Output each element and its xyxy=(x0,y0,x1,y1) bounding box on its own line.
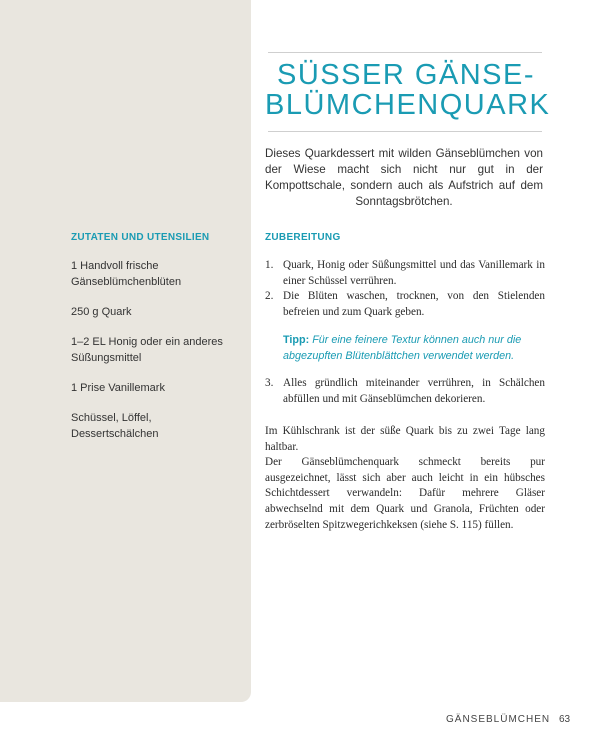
step-text: Die Blüten waschen, trocknen, von den Stielenden befreien und zum Quark geben. xyxy=(283,290,545,318)
ingredient-item: 1–2 EL Honig oder ein anderes Süßungsmittel xyxy=(71,336,223,364)
step-number: 1. xyxy=(265,259,274,271)
page-number: 63 xyxy=(559,714,571,725)
preparation-step xyxy=(265,258,545,289)
title-rule-bottom xyxy=(268,131,542,132)
tip-label: Tipp: xyxy=(283,334,310,346)
recipe-title-line-2: BLÜMCHENQUARK xyxy=(265,89,551,121)
tip-box xyxy=(283,332,545,364)
ingredients-heading: ZUTATEN UND UTENSILIEN xyxy=(71,232,210,243)
preparation-heading: ZUBEREITUNG xyxy=(265,232,341,243)
step-text: Alles gründlich miteinander verrühren, in Schälchen abfüllen und mit Gänseblümchen dekorieren. xyxy=(283,377,545,405)
closing-notes xyxy=(265,424,545,533)
preparation-step xyxy=(265,289,545,320)
preparation-steps xyxy=(265,258,545,407)
recipe-intro: Dieses Quarkdessert mit wilden Gänseblümchen von der Wiese macht sich nicht nur gut in der Kompottschale, sondern auch als Aufstrich auf dem Sonntagsbrötchen. xyxy=(265,147,543,208)
ingredient-item: 1 Handvoll frische Gänseblümchenblüten xyxy=(71,260,182,288)
ingredient-item: 1 Prise Vanillemark xyxy=(71,382,165,394)
step-number: 2. xyxy=(265,290,274,302)
recipe-title xyxy=(265,59,551,121)
recipe-title-line-1: SÜSSER GÄNSE- xyxy=(277,59,535,91)
ingredients-list xyxy=(71,258,231,456)
preparation-step xyxy=(265,376,545,407)
tip-text: Für eine feinere Textur können auch nur die abgezupften Blütenblättchen verwendet werden. xyxy=(283,334,522,362)
running-footer-label: GÄNSEBLÜMCHEN xyxy=(446,714,551,725)
ingredient-item: 250 g Quark xyxy=(71,306,132,318)
step-number: 3. xyxy=(265,377,274,389)
serving-note: Der Gänseblümchenquark schmeckt bereits pur ausgezeichnet, lässt sich aber auch leicht in ein hübsches Schichtdessert verwandeln: Dafür mehrere Gläser abwechselnd mit dem Quark und Granola, Früchten oder zerbröselten Spitzwegerichkeksen (siehe S. 115) füllen. xyxy=(265,456,545,531)
storage-note: Im Kühlschrank ist der süße Quark bis zu zwei Tage lang haltbar. xyxy=(265,425,545,453)
ingredient-item: Schüssel, Löffel, Dessertschälchen xyxy=(71,412,159,440)
step-text: Quark, Honig oder Süßungsmittel und das Vanillemark in einer Schüssel verrühren. xyxy=(283,259,545,287)
title-rule-top xyxy=(268,52,542,53)
